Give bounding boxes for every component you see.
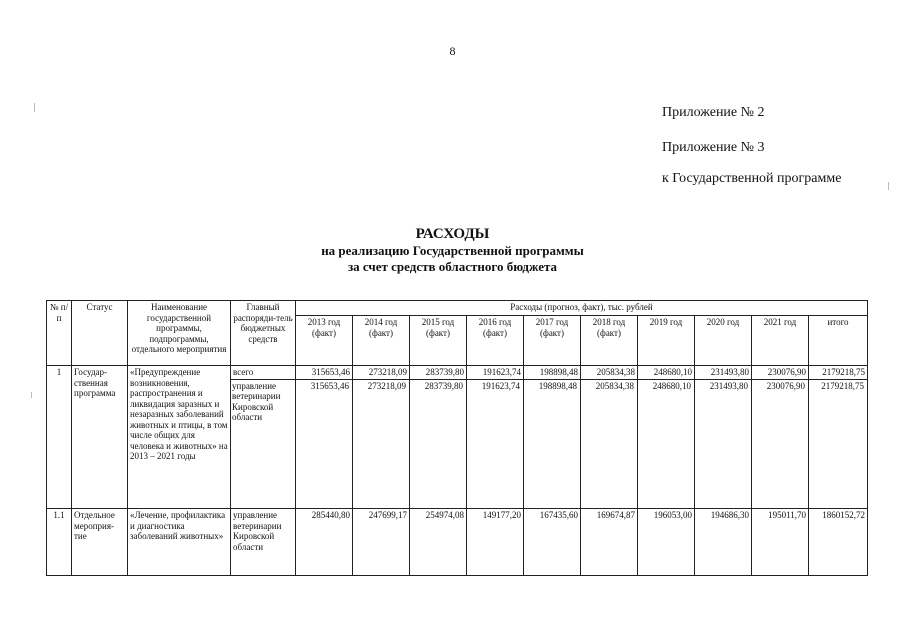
row-name: «Лечение, профилактика и диагностика заболеваний животных» [128, 509, 231, 576]
value-cell: 273218,09 273218,09 [353, 366, 410, 509]
title-line-2: на реализацию Государственной программы [321, 243, 584, 258]
row-num: 1.1 [47, 509, 72, 576]
scan-mark [31, 392, 32, 398]
header-year: 2018 год (факт) [581, 316, 638, 366]
value-cell: 196053,00 [638, 509, 695, 576]
value-cell: 194686,30 [695, 509, 752, 576]
title-line-3: за счет средств областного бюджета [347, 259, 558, 274]
header-status: Статус [72, 301, 128, 366]
manager-dept: управление ветеринарии Кировской области [231, 379, 296, 423]
value-cell: 315653,46 315653,46 [296, 366, 353, 509]
value-cell: 205834,38 205834,38 [581, 366, 638, 509]
header-year: 2016 год (факт) [467, 316, 524, 366]
row-num: 1 [47, 366, 72, 509]
header-manager: Главный распоряди-тель бюджетных средств [231, 301, 296, 366]
scan-mark [888, 182, 889, 190]
value-cell: 195011,70 [752, 509, 809, 576]
total-cell: 1860152,72 [809, 509, 868, 576]
total-cell: 2179218,75 2179218,75 [809, 366, 868, 509]
appendix-line-1: Приложение № 2 [662, 105, 765, 120]
header-expenses: Расходы (прогноз, факт), тыс. рублей [296, 301, 868, 316]
expenses-table [46, 300, 868, 576]
header-year: 2020 год [695, 316, 752, 366]
appendix-line-2: Приложение № 3 [662, 140, 765, 155]
header-total: итого [809, 316, 868, 366]
value-cell: 231493,80 231493,80 [695, 366, 752, 509]
value-cell: 230076,90 230076,90 [752, 366, 809, 509]
title-line-1: РАСХОДЫ [415, 226, 490, 242]
row-status: Государ-ственная программа [72, 366, 128, 509]
value-cell: 169674,87 [581, 509, 638, 576]
row-status: Отдельное мероприя-тие [72, 509, 128, 576]
table-row [47, 509, 868, 576]
header-year: 2021 год [752, 316, 809, 366]
value-cell: 191623,74 191623,74 [467, 366, 524, 509]
value-cell: 167435,60 [524, 509, 581, 576]
table-row [47, 366, 868, 509]
appendix-line-3: к Государственной программе [662, 171, 842, 186]
header-year: 2015 год (факт) [410, 316, 467, 366]
row-manager: управление ветеринарии Кировской области [231, 509, 296, 576]
value-cell: 248680,10 248680,10 [638, 366, 695, 509]
value-cell: 285440,80 [296, 509, 353, 576]
header-num: № п/п [47, 301, 72, 366]
value-cell: 254974,08 [410, 509, 467, 576]
header-name: Наименование государственной программы, подпрограммы, отдельного мероприятия [128, 301, 231, 366]
value-cell: 198898,48 198898,48 [524, 366, 581, 509]
header-year: 2014 год (факт) [353, 316, 410, 366]
header-row-1 [47, 301, 868, 316]
value-cell: 247699,17 [353, 509, 410, 576]
value-cell: 283739,80 283739,80 [410, 366, 467, 509]
header-year: 2013 год (факт) [296, 316, 353, 366]
header-year: 2017 год (факт) [524, 316, 581, 366]
manager-total: всего [233, 367, 254, 377]
header-year: 2019 год [638, 316, 695, 366]
row-name: «Предупреждение возникновения, распространения и ликвидация заразных и незаразных заболеваний животных и птицы, в том числе общих для человека и животных» на 2013 – 2021 годы [128, 366, 231, 509]
scan-mark [34, 103, 35, 112]
value-cell: 149177,20 [467, 509, 524, 576]
row-manager [231, 366, 296, 509]
page-number: 8 [449, 44, 456, 58]
document-title [0, 226, 905, 275]
